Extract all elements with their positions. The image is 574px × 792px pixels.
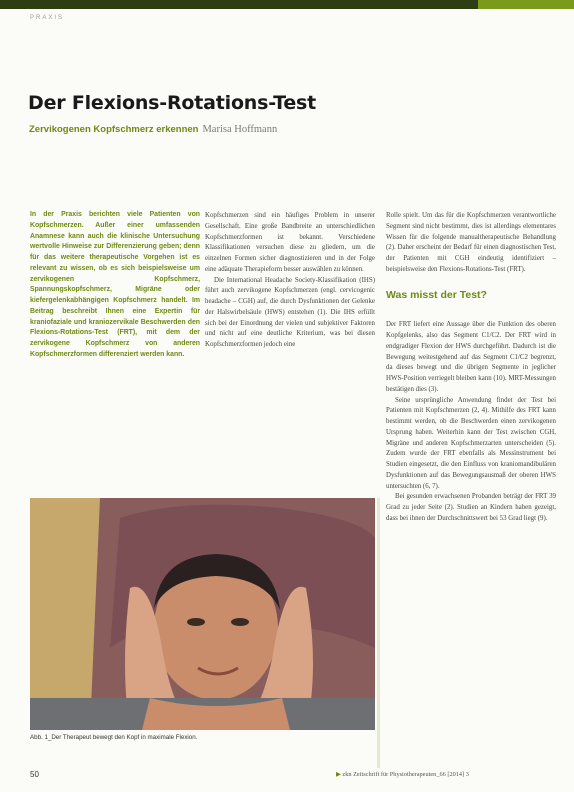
body-paragraph: Kopfschmerzen sind ein häufiges Problem in unserer Gesellschaft. Eine große Bandbreite an unterschiedlichen Kopfschmerzformen ist bekannt. Verschiedene Klassifikationen versuchen diese zu gliedern, um die einzelnen Formen sicher diagnostizieren und in der Folge eine adäquate Therapieform besser auswählen zu können. [205,212,375,273]
article-photo [30,498,375,730]
header-bar [0,0,574,9]
body-paragraph: Der FRT liefert eine Aussage über die Funktion des oberen Kopfgelenks, also das Segment C1/C2. Der FRT wird in endgradiger Flexion der HWS durchgeführt. Dadurch ist die Bewegung weitestgehend auf das Segment C1/C2 begrenzt, da dieses bewegt und die übrigen Segmente in jeglicher HWS-Position verriegelt bleiben kann (10). MRT-Messungen bestätigen dies (3). [386,321,556,393]
author-name: Marisa Hoffmann [202,124,278,135]
page-spine-highlight [377,498,380,768]
journal-footer [336,771,469,778]
journal-name: zkn Zeitschrift für Physiotherapeuten_66 [2014] 3 [342,771,469,778]
body-paragraph: Die International Headache Society-Klassifikation (IHS) führt auch zervikogene Kopfschmerzen (engl. cervicogenic headache – CGH) auf, die durch Dysfunktionen der Gelenke der Halswirbelsäule (HWS) entstehen (1). Die IHS erfüllt sich bei der Einordnung der vielen und subjektiver Faktoren und nicht auf eine deutliche Kriterium, was bei diesen Kopfschmerzformen jedoch eine [205,276,375,348]
article-title: Der Flexions-Rotations-Test [28,92,317,114]
subtitle-text: Zervikogenen Kopfschmerz erkennen [29,124,199,135]
body-column-2 [205,211,375,351]
header-bar-accent [478,0,574,9]
article-subtitle [29,124,277,135]
intro-paragraph: In der Praxis berichten viele Patienten von Kopfschmerzen. Außer einer umfassenden Anamnese kann auch die klinische Untersuchung wertvolle Hinweise zur Differenzierung geben; denn für das weitere therapeutische Vorgehen ist es relevant zu wissen, ob es sich beispielsweise um zervikogenen Kopfschmerz, Spannungskopfschmerz, Migräne oder kiefergelenkabhängigen Kopfschmerz handelt. Im Beitrag beschreibt Ihnen eine Expertin für kraniofaziale und kraniozervikale Beschwerden den Flexions-Rotations-Test (FRT), mit dem der zervikogene Kopfschmerz von anderen Kopfschmerzformen differenziert werden kann. [30,211,200,358]
page-number: 50 [30,770,39,779]
body-paragraph: Bei gesunden erwachsenen Probanden beträgt der FRT 39 Grad zu jeder Seite (2). Studien an Kindern haben gezeigt, dass bei ihnen der Durchschnittswert bei 53 Grad liegt (9). [386,493,556,522]
body-paragraph: Rolle spielt. Um das für die Kopfschmerzen verantwortliche Segment sind nicht bestimmt, dies ist allerdings elementares Wissen für die folgende manualtherapeutische Behandlung (2). Daher erscheint der Bedarf für einen diagnostischen Test, der Patienten mit CGH eindeutig identifiziert – beispielsweise den Flexions-Rotations-Test (FRT). [386,212,556,273]
section-heading: Was misst der Test? [386,288,487,301]
photo-illustration [30,498,375,730]
section-label: PRAXIS [30,15,65,21]
body-paragraph: Seine ursprüngliche Anwendung findet der Test bei Patienten mit Kopfschmerzen (2, 4). Mithilfe des FRT kann bestimmt werden, ob die Beschwerden einen zervikogenen Ursprung haben. Weiterhin kann der Test zwischen CGH, Migräne und anderen Kopfschmerzarten unterscheiden (5). Zudem wurde der FRT ebenfalls als Messinstrument bei Studien eingesetzt, die den Einfluss von kraniomandibulären Dysfunktionen auf das Bewegungsausmaß der oberen HWS untersuchten (6, 7). [386,396,556,490]
body-column-3 [386,211,556,525]
photo-caption: Abb. 1_Der Therapeut bewegt den Kopf in maximale Flexion. [30,734,198,741]
arrow-icon: ▶ [336,771,341,778]
